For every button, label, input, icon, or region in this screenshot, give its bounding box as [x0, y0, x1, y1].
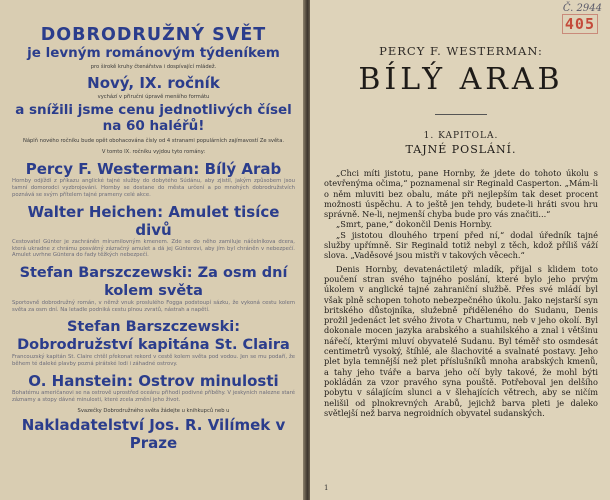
page-number: 1 [324, 484, 329, 492]
book-title: Stefan Barszczewski: Dobrodružství kapitána St. Claira [17, 319, 290, 354]
book-description: Francouzský kapitán St. Claire chtěl překonat rekord v cestě kolem světa pod vodou. Jen se mu podaří, že během té daleké plavby pozná pirátské lodi i záhadné ostrovy. [12, 354, 295, 367]
audience-line: pro širokě kruhy čtenářstva i dospívající mládež. [90, 64, 217, 70]
book-title: Walter Heichen: Amulet tisíce divů [27, 203, 280, 240]
year-line: Nový, IX. ročník [87, 73, 220, 92]
chapter-title: TAJNÉ POSLÁNÍ. [405, 143, 517, 156]
book-entry [12, 203, 295, 259]
book-description: Bohatému američanovi se na ostrově uprostřed oceánu přihodí podivné příběhy. V jeskyních nalezne staré záznamy a stopy dávné minulosti, které zcela změní jeho život. [12, 390, 295, 403]
price-line-1: a snížili jsme cenu jednotlivých čísel [15, 102, 292, 119]
book-entry [12, 318, 295, 367]
book-entry [12, 264, 295, 313]
format-line: vychází v přiručni úpravě menšího formátu [97, 93, 210, 100]
story-paragraph: „Smrt, pane,“ dokončil Denis Hornby. [336, 219, 493, 230]
book-title: Stefan Barszczewski: Za osm dní kolem světa [19, 264, 288, 299]
book-title-heading: BÍLÝ ARAB [358, 62, 564, 97]
series-subtitle: je levným románovým týdeníkem [27, 45, 280, 61]
book-description: Cestovatel Günter je zachráněn mírumilovným kmenem. Zde se do něho zamiluje náčelníkova dcera, která ukradne z chrámu posvátný zázračný amulet a dá jej Günterovi, aby jím byl chráněn v nebezpečí. Amulet uvrhne Güntera do řady těžkých nebezpečí. [12, 239, 295, 259]
footer-note: Svazečky Dobrodružného světa žádejte u knihkupců neb u [77, 407, 230, 414]
price-line-2: na 60 haléřů! [102, 118, 205, 135]
story-paragraph: „S jistotou dlouhého trpení před ní,“ dodal úředník tajné služby upřímně. Sir Reginald totiž nebyl z těch, kdož příliš váží slova. „Vaděsové jsou mistři v takových věcech.“ [324, 229, 598, 261]
story-paragraph: „Chci míti jistotu, pane Hornby, že jdete do tohoto úkolu s otevřenýma očima,“ poznamenal sir Reginald Casperton. „Mám-li o něm mluviti bez obalu, máte při nejlepším tak deset procent možnosti úspěchu. A to ještě jen tehdy, budete-li hráti svou hru správně. Ne-li, nejmenší chyba bude pro vás značiti...“ [324, 168, 598, 220]
book-description: Sportovně dobrodružný román, v němž vnuk proslulého Fogga podstoupí sázku, že vykoná cestu kolem světa za osm dní. Na letadle podniká cestu plnou zvratů, nástrah a napětí. [12, 299, 295, 313]
chapter-number: 1. KAPITOLA. [423, 131, 499, 141]
intro-text: Náplň nového ročníku bude opět obohacována čísly od 4 stranami populárních zajímavostí Ze světa. [22, 138, 285, 145]
story-paragraph: Denis Hornby, devatenáctiletý mladík, přijal s klidem toto poučení stran svého tajného poslání, které bylo jeho prvým úkolem v anglické tajné zahraniční službě. Přes své mládí byl však plně schopen tohoto nebezpečného úkolu. Jako nejstarší syn britského důstojníka, služebně přiděleného do Sudanu, Denis prožil jedenáct let svého života v Chartumu, neb v jeho okolí. Byl dokonale mocen jazyka arabského a suahilského a znal i většinu nářečí, kterými mluví obyvatelé Sudanu. Byl téměř sto osmdesát centimetrů vysoký, štíhlé, ale šlachovité a svalnaté postavy. Jeho plet byla temnější než plet příslušníků mnoha arabských kmenů, a tahy jeho tváře a barva jeho očí byly takové, že mohl býti pokládán za vzor pravého syna pouště. Potřeboval jen delšího pobytu v sálajícím slunci a v šlehajících větrech, aby se ničím nelišil od plnokrevných Arabů, jejichž barva pleti je daleko světlejší než barva negroidních obyvatel sudanských. [324, 263, 598, 418]
book-title: Percy F. Westerman: Bílý Arab [25, 160, 282, 179]
title-rule [435, 114, 487, 115]
right-page-story [310, 0, 610, 500]
book-title: O. Hanstein: Ostrov minulosti [28, 372, 279, 391]
pencil-note: Č. 2944 [562, 3, 602, 14]
publisher-line: Nakladatelství Jos. R. Vilímek v Praze [21, 416, 286, 453]
book-description: Hornby odjíždí z příkazu anglické tajné služby do dobytého Súdánu, aby zjistil, jakým způsobem jsou tamní domorodci vyzbrojováni. Hornby se dostane do města určení a po mnohých dobrodružstvích poznává se svým přítelem tajné prameny celé akce. [12, 178, 295, 198]
series-title: DOBRODRUŽNÝ SVĚT [40, 25, 267, 45]
book-entry [12, 372, 295, 403]
book-entry [12, 160, 295, 198]
lineup-heading: V tomto IX. ročníku vyjdou tyto romány: [101, 148, 206, 155]
library-stamp: 405 [562, 14, 598, 34]
book-author: PERCY F. WESTERMAN: [379, 44, 543, 58]
